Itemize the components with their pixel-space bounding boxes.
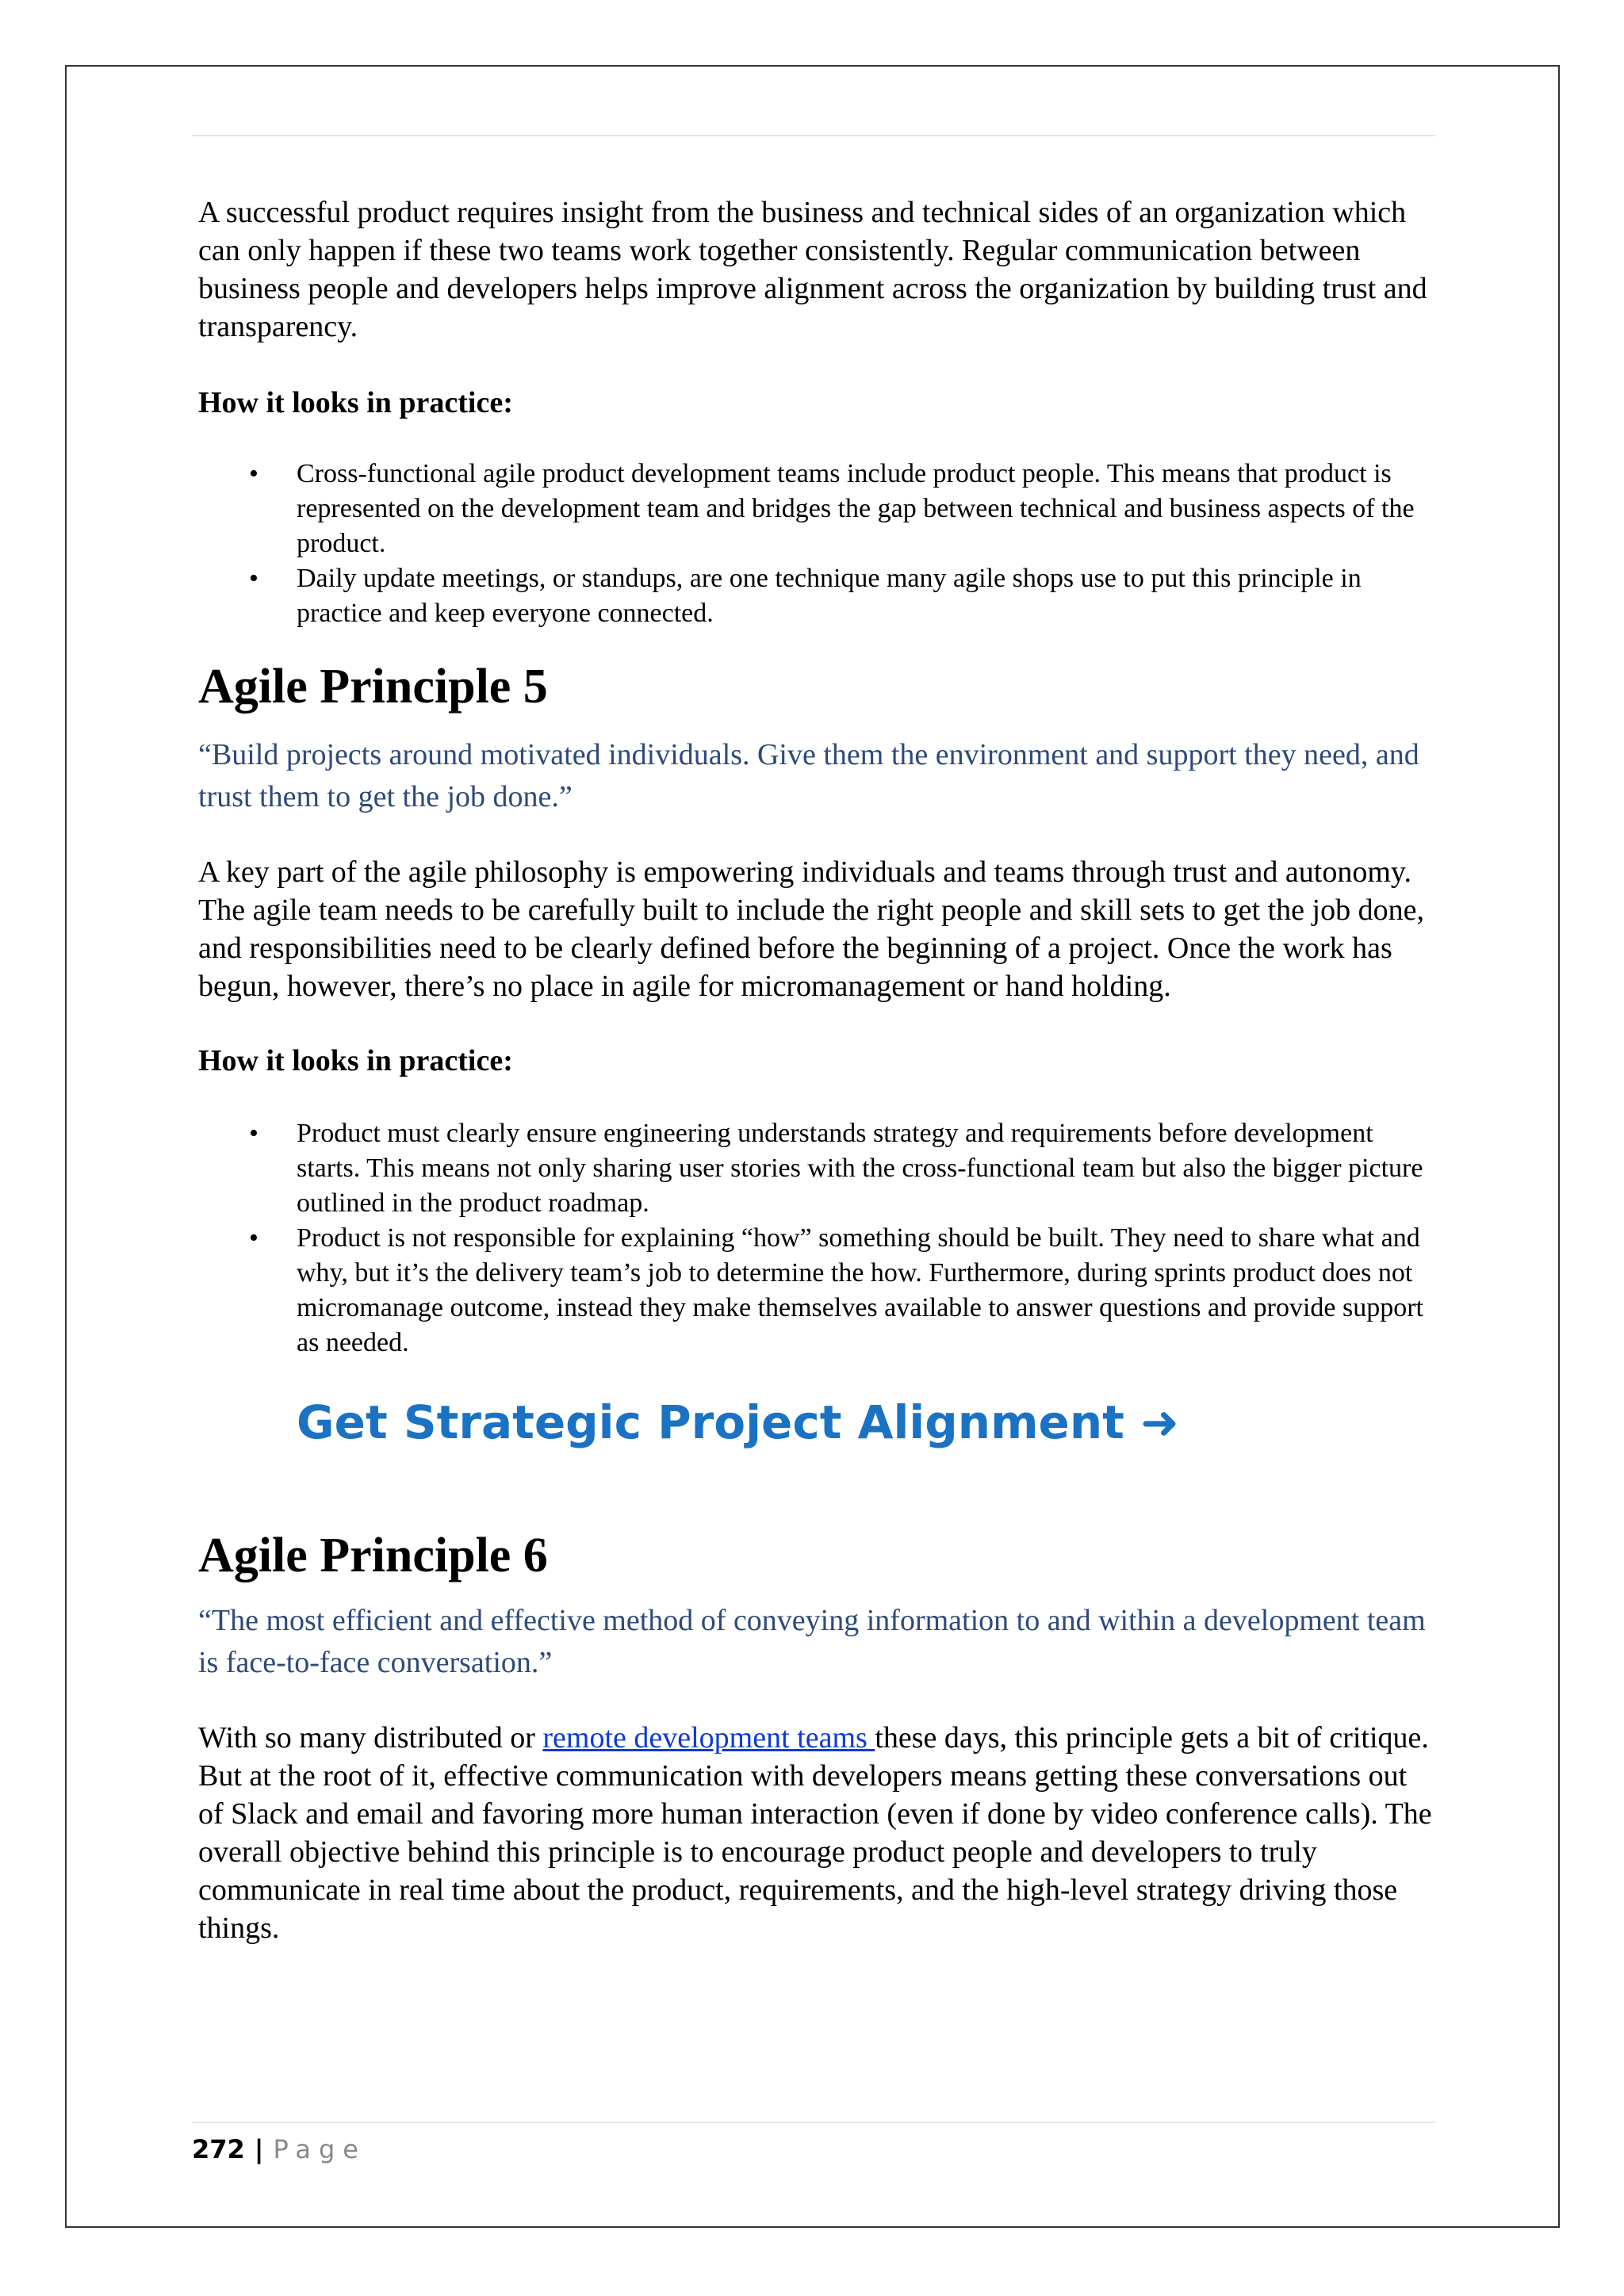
cta-link[interactable]: Get Strategic Project Alignment ➜ [297,1395,1179,1449]
principle-quote: “The most efficient and effective method of conveying information to and within a development team is face-to-face conversation.” [198,1604,1426,1679]
header-rule [192,135,1435,136]
bullet-icon: • [249,1223,259,1253]
page-content [198,193,1435,1947]
practice-list [198,457,1435,631]
intro-paragraph: A successful product requires insight from the business and technical sides of an organization which can only happen if these two teams work together consistently. Regular communication between business people and developers helps improve alignment across the organization by building trust and transparency. [198,196,1427,343]
practice-list [198,1116,1435,1360]
principle-paragraph: A key part of the agile philosophy is empowering individuals and teams through trust and autonomy. The agile team needs to be carefully built to include the right people and skill sets to get the job done, and responsibilities need to be clearly defined before the beginning of a project. Once the work has begun, however, there’s no place in agile for micromanagement or hand holding. [198,855,1424,1003]
principle-paragraph: With so many distributed or remote development teams these days, this principle gets a bit of critique. But at the root of it, effective communication with developers means getting these conversations out of Slack and email and favoring more human interaction (even if done by video conference calls). The overall objective behind this principle is to encourage product people and developers to truly communicate in real time about the product, requirements, and the high-level strategy driving those things. [198,1721,1432,1945]
section-heading: Agile Principle 6 [198,1529,548,1582]
list-item: • Product is not responsible for explaining “how” something should be built. They need to share what and why, but it’s the delivery team’s job to determine the how. Furthermore, during sprints product does not micromanage outcome, instead they make themselves available to answer questions and provide support as needed. [198,1221,1435,1360]
principle-quote: “Build projects around motivated individuals. Give them the environment and support they need, and trust them to get the job done.” [198,738,1419,813]
bullet-icon: • [249,459,259,488]
footer-rule [192,2122,1435,2123]
section-heading: Agile Principle 5 [198,660,548,714]
arrow-right-icon: ➜ [1140,1395,1179,1449]
page-number: 272 [192,2134,245,2164]
remote-teams-link[interactable]: remote development teams [542,1721,875,1755]
bullet-icon: • [249,564,259,593]
list-item: • Product must clearly ensure engineering understands strategy and requirements before development starts. This means not only sharing user stories with the cross-functional team but also the bigger picture outlined in the product roadmap. [198,1116,1435,1221]
footer-separator: | [254,2134,264,2164]
list-item: • Cross-functional agile product development teams include product people. This means that product is represented on the development team and bridges the gap between technical and business aspects of the product. [198,457,1435,561]
cta-row [198,1395,1435,1468]
page-label: Page [273,2134,366,2164]
page-footer [192,2134,366,2164]
practice-heading: How it looks in practice: [198,386,513,419]
bullet-icon: • [249,1119,259,1148]
list-item: • Daily update meetings, or standups, are one technique many agile shops use to put this principle in practice and keep everyone connected. [198,561,1435,631]
practice-heading: How it looks in practice: [198,1044,513,1077]
